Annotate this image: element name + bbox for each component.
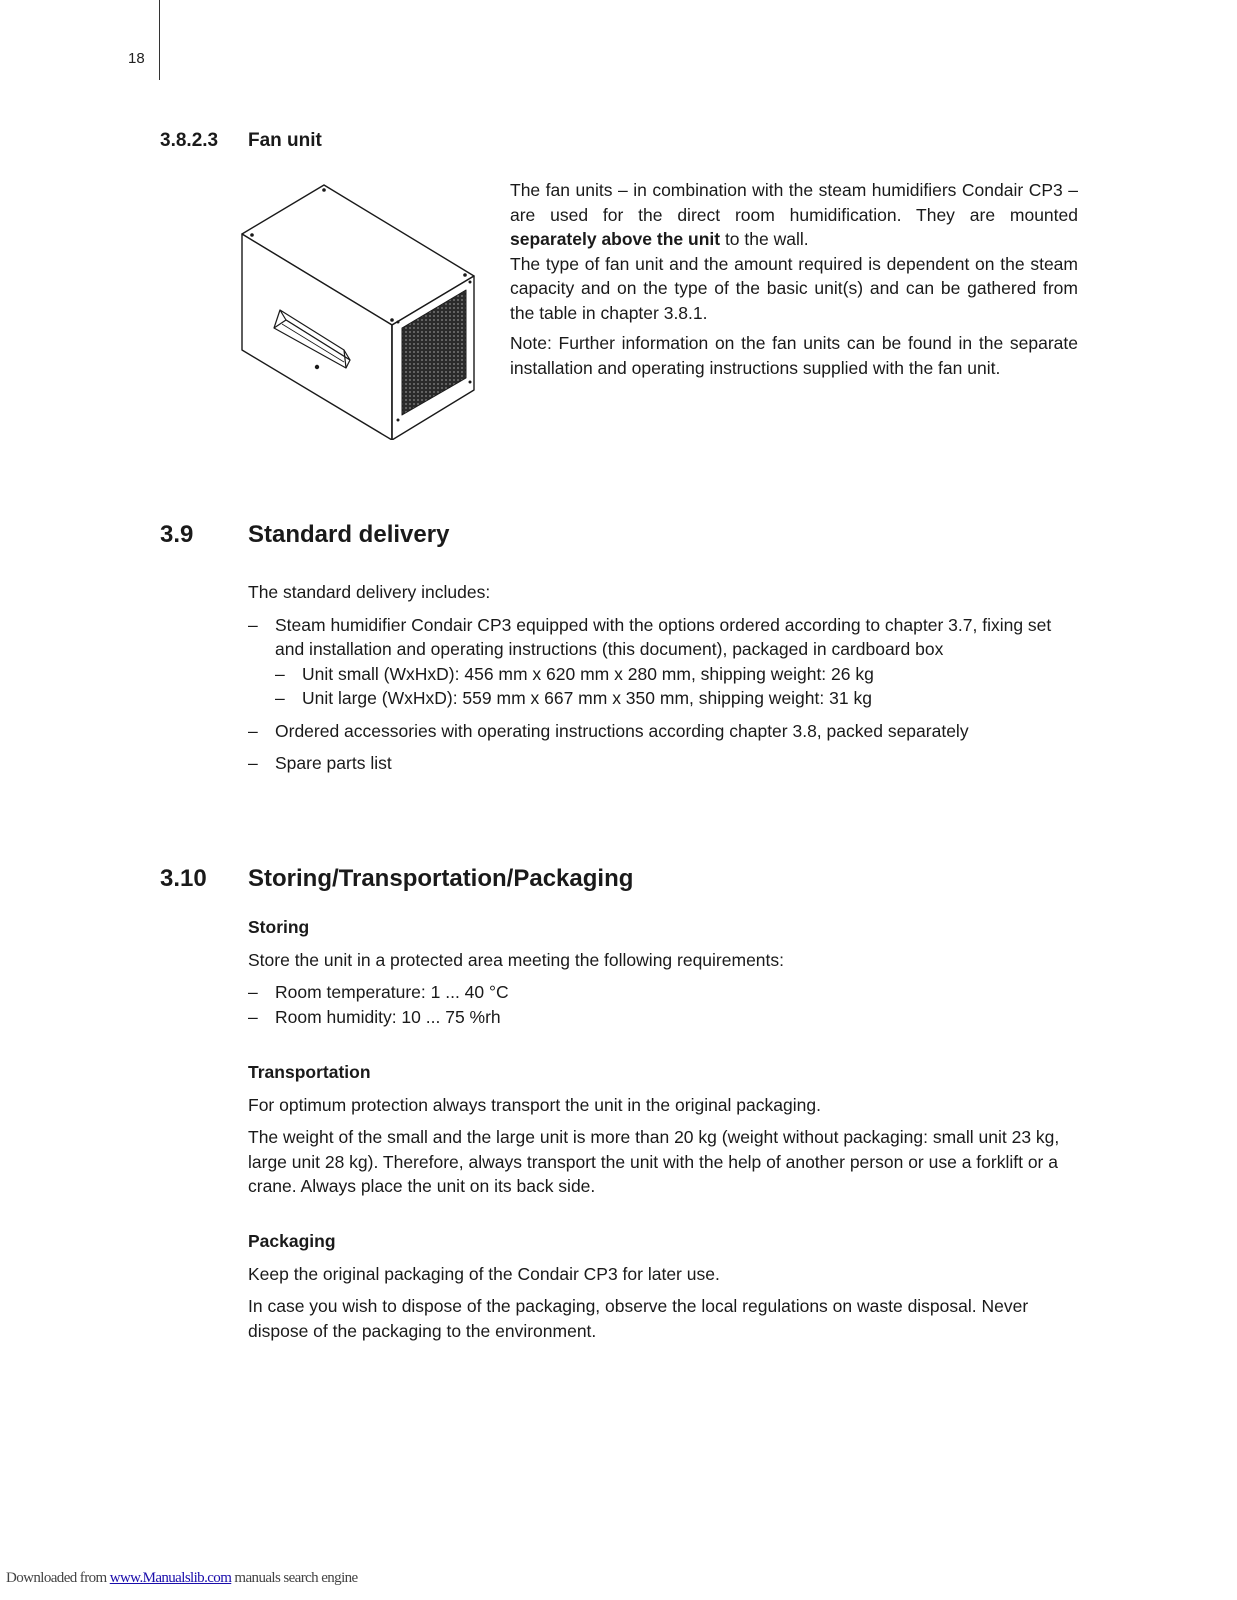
list-item: – Ordered accessories with operating instructions according chapter 3.8, packed separately xyxy=(248,719,1078,744)
storing-heading-title: Storing/Transportation/Packaging xyxy=(248,865,634,892)
list-item xyxy=(248,613,1078,711)
storing-subheading: Storing xyxy=(248,917,310,937)
list-item: – Room humidity: 10 ... 75 %rh xyxy=(248,1005,1078,1030)
transportation-subheading: Transportation xyxy=(248,1062,371,1082)
manualslib-link[interactable]: www.Manualslib.com xyxy=(109,1570,232,1586)
standard-delivery-body xyxy=(248,580,1078,776)
fan-unit-p1-bold: separately above the unit xyxy=(510,229,721,249)
standard-delivery-intro: The standard delivery includes: xyxy=(248,582,491,602)
page-rule xyxy=(159,0,160,80)
standard-delivery-heading-number: 3.9 xyxy=(160,521,194,548)
standard-delivery-list xyxy=(248,613,1078,776)
fan-unit-paragraph-2: The type of fan unit and the amount required is dependent on the steam capacity and on the type of the basic unit(s) and can be gathered from the table in chapter 3.8.1. xyxy=(510,253,1078,323)
storing-body xyxy=(248,915,1078,1029)
download-footer xyxy=(6,1570,358,1587)
fan-unit-heading-title: Fan unit xyxy=(248,130,322,151)
footer-suffix: manuals search engine xyxy=(231,1570,358,1586)
packaging-body xyxy=(248,1229,1078,1343)
storing-paragraph: Store the unit in a protected area meeting the following requirements: xyxy=(248,949,785,970)
fan-unit-p1-part-a: The fan units – in combination with the steam humidifiers Condair CP3 – are used for the direct room humidification. They are mounted xyxy=(510,180,1078,225)
storing-heading xyxy=(160,865,633,893)
unit-size-list xyxy=(275,662,1078,711)
list-item: – Room temperature: 1 ... 40 °C xyxy=(248,980,1078,1005)
storing-requirements-list xyxy=(248,980,1078,1029)
storing-heading-number: 3.10 xyxy=(160,865,207,892)
list-item: – Unit small (WxHxD): 456 mm x 620 mm x 280 mm, shipping weight: 26 kg xyxy=(275,662,1078,687)
transportation-paragraph-2: The weight of the small and the large unit is more than 20 kg (weight without packaging: small unit 23 kg, large unit 28 kg). Therefore, always transport the unit with the help of another person or use a forklift or a crane. Always place the unit on its back side. xyxy=(248,1127,1060,1196)
fan-unit-note: Note: Further information on the fan units can be found in the separate installation and operating instructions supplied with the fan unit. xyxy=(510,333,1078,378)
page-number: 18 xyxy=(128,50,145,67)
packaging-paragraph-1: Keep the original packaging of the Condair CP3 for later use. xyxy=(248,1263,720,1284)
delivery-item-unit: Steam humidifier Condair CP3 equipped with the options ordered according to chapter 3.7, fixing set and installation and operating instructions (this document), packaged in cardboard box xyxy=(275,614,1052,659)
fan-unit-p1-part-b: to the wall. xyxy=(720,229,809,249)
standard-delivery-heading xyxy=(160,521,449,549)
fan-unit-drawing xyxy=(240,182,490,440)
transportation-body xyxy=(248,1060,1078,1199)
list-item: – Spare parts list xyxy=(248,751,1078,776)
fan-unit-paragraph-1 xyxy=(510,178,1078,252)
fan-unit-description xyxy=(510,178,1078,380)
packaging-subheading: Packaging xyxy=(248,1231,336,1251)
transportation-paragraph-1: For optimum protection always transport the unit in the original packaging. xyxy=(248,1094,821,1115)
fan-unit-heading xyxy=(160,130,322,152)
fan-unit-heading-number: 3.8.2.3 xyxy=(160,130,219,151)
footer-prefix: Downloaded from xyxy=(6,1570,110,1586)
standard-delivery-heading-title: Standard delivery xyxy=(248,521,450,548)
packaging-paragraph-2: In case you wish to dispose of the packaging, observe the local regulations on waste disposal. Never dispose of the packaging to the environment. xyxy=(248,1296,1029,1341)
list-item: – Unit large (WxHxD): 559 mm x 667 mm x 350 mm, shipping weight: 31 kg xyxy=(275,686,1078,711)
